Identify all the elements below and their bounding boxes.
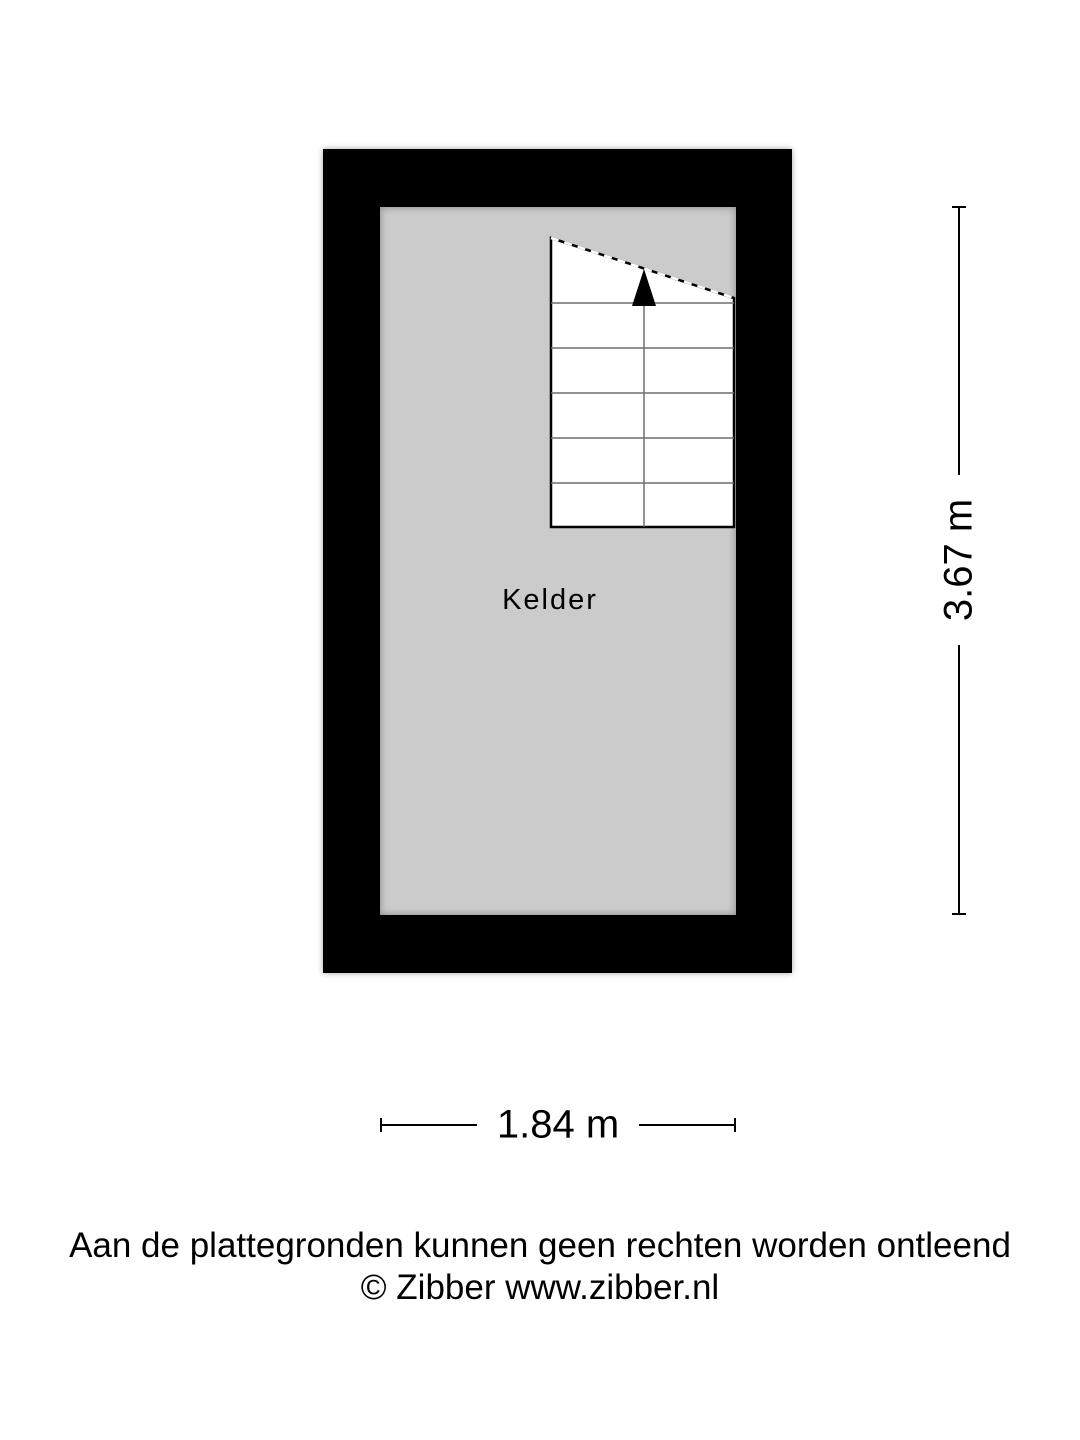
disclaimer-text: Aan de plattegronden kunnen geen rechten worden ontleend [69, 1226, 1011, 1265]
dimension-height-line-bottom [958, 645, 960, 914]
dimension-height-label: 3.67 m [936, 498, 981, 622]
dimension-width-line-left [381, 1124, 477, 1126]
dimension-width-line-right [639, 1124, 735, 1126]
dimension-height-line-top [958, 207, 960, 475]
copyright-text: © Zibber www.zibber.nl [360, 1268, 720, 1307]
room-label: Kelder [502, 584, 598, 616]
dimension-height-cap-bottom [952, 913, 966, 915]
dimension-width-cap-right [734, 1118, 736, 1132]
dimension-width-label: 1.84 m [496, 1102, 620, 1147]
